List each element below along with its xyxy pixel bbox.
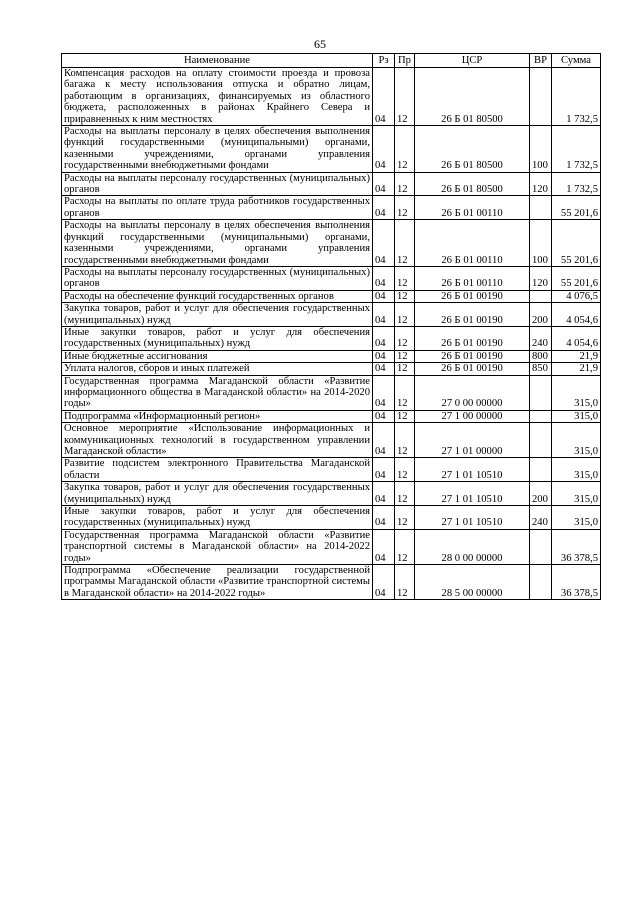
cell-vr (530, 290, 552, 302)
cell-name: Закупка товаров, работ и услуг для обеспечения государственных (муниципальных) нужд (62, 303, 373, 327)
cell-csr: 26 Б 01 00110 (415, 220, 530, 267)
header-name: Наименование (62, 54, 373, 68)
cell-vr (530, 68, 552, 126)
cell-sum: 55 201,6 (552, 266, 601, 290)
cell-vr: 850 (530, 363, 552, 375)
cell-name: Расходы на обеспечение функций государственных органов (62, 290, 373, 302)
table-row (62, 506, 601, 530)
cell-csr: 26 Б 01 80500 (415, 126, 530, 173)
table-row (62, 458, 601, 482)
cell-sum: 1 732,5 (552, 68, 601, 126)
cell-rz: 04 (373, 423, 395, 458)
cell-name: Уплата налогов, сборов и иных платежей (62, 363, 373, 375)
cell-sum: 4 076,5 (552, 290, 601, 302)
cell-rz: 04 (373, 196, 395, 220)
cell-pr: 12 (395, 375, 415, 410)
table-row (62, 196, 601, 220)
cell-name: Расходы на выплаты персоналу в целях обеспечения выполнения функций государственными (муниципальными) органами, казенными учреждениями, органами управления государственными внебюджетными фондами (62, 126, 373, 173)
cell-pr: 12 (395, 482, 415, 506)
cell-name: Основное мероприятие «Использование информационных и коммуникационных технологий в государственном управлении Магаданской области» (62, 423, 373, 458)
cell-sum: 4 054,6 (552, 326, 601, 350)
cell-vr (530, 410, 552, 422)
cell-rz: 04 (373, 458, 395, 482)
cell-rz: 04 (373, 126, 395, 173)
cell-csr: 26 Б 01 80500 (415, 172, 530, 196)
table-body (62, 68, 601, 600)
cell-name: Подпрограмма «Обеспечение реализации государственной программы Магаданской области «Развитие транспортной системы в Магаданской области» на 2014-2022 годы» (62, 565, 373, 600)
cell-rz: 04 (373, 363, 395, 375)
header-csr: ЦСР (415, 54, 530, 68)
cell-csr: 26 Б 01 00110 (415, 266, 530, 290)
cell-csr: 28 0 00 00000 (415, 529, 530, 564)
cell-pr: 12 (395, 350, 415, 362)
cell-pr: 12 (395, 410, 415, 422)
table-row (62, 290, 601, 302)
cell-vr (530, 529, 552, 564)
cell-rz: 04 (373, 482, 395, 506)
cell-csr: 26 Б 01 00190 (415, 290, 530, 302)
cell-name: Иные бюджетные ассигнования (62, 350, 373, 362)
table-row (62, 266, 601, 290)
cell-name: Государственная программа Магаданской области «Развитие транспортной системы в Магаданской области» на 2014-2022 годы» (62, 529, 373, 564)
cell-vr (530, 423, 552, 458)
cell-pr: 12 (395, 458, 415, 482)
cell-sum: 1 732,5 (552, 126, 601, 173)
cell-pr: 12 (395, 68, 415, 126)
table-row (62, 423, 601, 458)
cell-csr: 26 Б 01 00190 (415, 326, 530, 350)
table-row (62, 303, 601, 327)
cell-sum: 1 732,5 (552, 172, 601, 196)
cell-sum: 21,9 (552, 350, 601, 362)
cell-vr (530, 565, 552, 600)
table-row (62, 220, 601, 267)
cell-name: Расходы на выплаты персоналу государственных (муниципальных) органов (62, 266, 373, 290)
header-vr: ВР (530, 54, 552, 68)
header-sum: Сумма (552, 54, 601, 68)
cell-rz: 04 (373, 290, 395, 302)
header-pr: Пр (395, 54, 415, 68)
cell-sum: 315,0 (552, 375, 601, 410)
cell-csr: 26 Б 01 80500 (415, 68, 530, 126)
cell-rz: 04 (373, 410, 395, 422)
table-row (62, 126, 601, 173)
cell-rz: 04 (373, 68, 395, 126)
cell-pr: 12 (395, 126, 415, 173)
cell-rz: 04 (373, 529, 395, 564)
cell-csr: 27 1 01 10510 (415, 458, 530, 482)
cell-vr (530, 458, 552, 482)
cell-csr: 27 1 01 00000 (415, 423, 530, 458)
cell-sum: 36 378,5 (552, 529, 601, 564)
table-row (62, 529, 601, 564)
cell-rz: 04 (373, 350, 395, 362)
cell-sum: 36 378,5 (552, 565, 601, 600)
table-row (62, 482, 601, 506)
cell-sum: 55 201,6 (552, 220, 601, 267)
cell-pr: 12 (395, 529, 415, 564)
cell-csr: 28 5 00 00000 (415, 565, 530, 600)
cell-csr: 27 1 01 10510 (415, 482, 530, 506)
cell-pr: 12 (395, 303, 415, 327)
cell-pr: 12 (395, 196, 415, 220)
cell-pr: 12 (395, 506, 415, 530)
table-row (62, 565, 601, 600)
table-header-row (62, 54, 601, 68)
cell-name: Иные закупки товаров, работ и услуг для обеспечения государственных (муниципальных) нужд (62, 326, 373, 350)
cell-name: Расходы на выплаты персоналу в целях обеспечения выполнения функций государственными (муниципальными) органами, казенными учреждениями, органами управления государственными внебюджетными фондами (62, 220, 373, 267)
cell-name: Иные закупки товаров, работ и услуг для обеспечения государственных (муниципальных) нужд (62, 506, 373, 530)
cell-pr: 12 (395, 220, 415, 267)
cell-csr: 27 0 00 00000 (415, 375, 530, 410)
cell-name: Подпрограмма «Информационный регион» (62, 410, 373, 422)
table-row (62, 172, 601, 196)
cell-csr: 26 Б 01 00190 (415, 363, 530, 375)
cell-pr: 12 (395, 290, 415, 302)
cell-sum: 315,0 (552, 482, 601, 506)
cell-rz: 04 (373, 375, 395, 410)
cell-csr: 26 Б 01 00190 (415, 350, 530, 362)
cell-sum: 315,0 (552, 458, 601, 482)
table-row (62, 375, 601, 410)
cell-name: Государственная программа Магаданской области «Развитие информационного общества в Магаданской области» на 2014-2020 годы» (62, 375, 373, 410)
cell-sum: 55 201,6 (552, 196, 601, 220)
cell-pr: 12 (395, 326, 415, 350)
cell-vr (530, 375, 552, 410)
cell-name: Расходы на выплаты по оплате труда работников государственных органов (62, 196, 373, 220)
cell-vr: 100 (530, 220, 552, 267)
cell-rz: 04 (373, 565, 395, 600)
cell-sum: 315,0 (552, 423, 601, 458)
cell-csr: 26 Б 01 00110 (415, 196, 530, 220)
cell-vr: 200 (530, 303, 552, 327)
cell-sum: 315,0 (552, 410, 601, 422)
cell-sum: 315,0 (552, 506, 601, 530)
cell-sum: 21,9 (552, 363, 601, 375)
cell-pr: 12 (395, 363, 415, 375)
table-row (62, 410, 601, 422)
cell-csr: 26 Б 01 00190 (415, 303, 530, 327)
cell-pr: 12 (395, 565, 415, 600)
cell-rz: 04 (373, 220, 395, 267)
cell-csr: 27 1 01 10510 (415, 506, 530, 530)
cell-csr: 27 1 00 00000 (415, 410, 530, 422)
cell-name: Развитие подсистем электронного Правительства Магаданской области (62, 458, 373, 482)
page-number: 65 (314, 37, 326, 51)
cell-vr: 100 (530, 126, 552, 173)
cell-rz: 04 (373, 506, 395, 530)
cell-vr: 240 (530, 506, 552, 530)
cell-vr: 240 (530, 326, 552, 350)
cell-name: Компенсация расходов на оплату стоимости проезда и провоза багажа к месту использования отпуска и обратно лицам, работающим в организациях, финансируемых из областного бюджета, расположенных в районах Крайнего Севера и приравненных к ним местностях (62, 68, 373, 126)
cell-pr: 12 (395, 266, 415, 290)
cell-vr (530, 196, 552, 220)
cell-pr: 12 (395, 423, 415, 458)
table-row (62, 350, 601, 362)
budget-table (61, 53, 601, 600)
cell-vr: 200 (530, 482, 552, 506)
cell-sum: 4 054,6 (552, 303, 601, 327)
cell-rz: 04 (373, 326, 395, 350)
cell-rz: 04 (373, 172, 395, 196)
table-row (62, 68, 601, 126)
cell-pr: 12 (395, 172, 415, 196)
cell-vr: 120 (530, 266, 552, 290)
cell-rz: 04 (373, 266, 395, 290)
cell-vr: 800 (530, 350, 552, 362)
table-row (62, 363, 601, 375)
cell-name: Закупка товаров, работ и услуг для обеспечения государственных (муниципальных) нужд (62, 482, 373, 506)
cell-vr: 120 (530, 172, 552, 196)
header-rz: Рз (373, 54, 395, 68)
table-row (62, 326, 601, 350)
cell-name: Расходы на выплаты персоналу государственных (муниципальных) органов (62, 172, 373, 196)
cell-rz: 04 (373, 303, 395, 327)
